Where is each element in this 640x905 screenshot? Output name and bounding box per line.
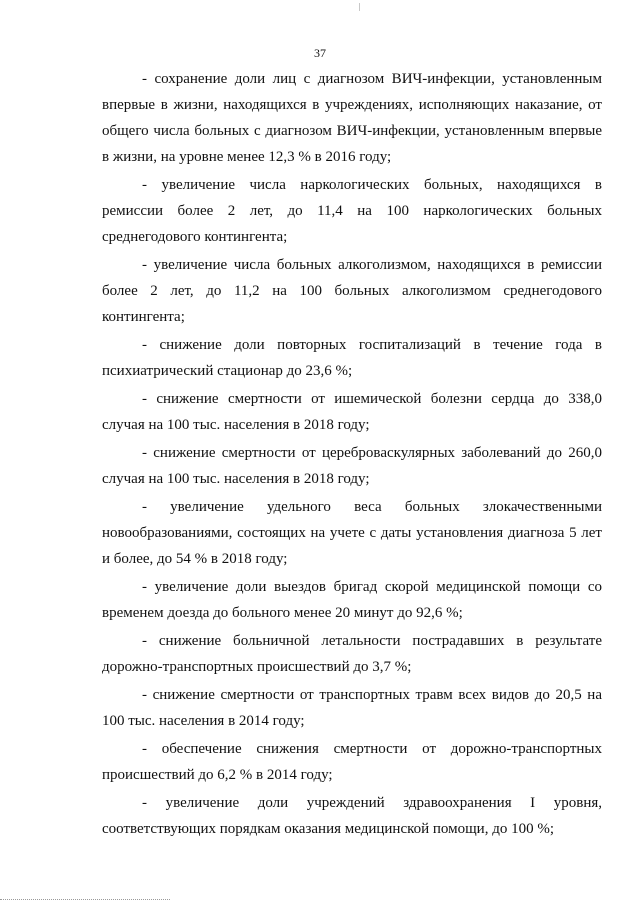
list-item-traffic-hospital-lethality: - снижение больничной летальности пострадавших в результате дорожно-транспортных происшествий до 3,7 %; (102, 633, 602, 675)
scan-artifact (359, 3, 360, 11)
list-item-narcology-remission: - увеличение числа наркологических больных, находящихся в ремиссии более 2 лет, до 11,4 на 100 наркологических больных среднегодового контингента; (102, 177, 602, 245)
list-item-oncology-survival: - увеличение удельного веса больных злокачественными новообразованиями, состоящих на учете с даты установления диагноза 5 лет и более, до 54 % в 2018 году; (102, 499, 602, 567)
list-item-traffic-mortality: - обеспечение снижения смертности от дорожно-транспортных происшествий до 6,2 % в 2014 году; (102, 741, 602, 783)
list-item-transport-injury-mortality: - снижение смертности от транспортных травм всех видов до 20,5 на 100 тыс. населения в 2014 году; (102, 687, 602, 729)
list-item-cerebrovascular-mortality: - снижение смертности от цереброваскулярных заболеваний до 260,0 случая на 100 тыс. населения в 2018 году; (102, 445, 602, 487)
list-item-psychiatric-rehospitalization: - снижение доли повторных госпитализаций в течение года в психиатрический стационар до 23,6 %; (102, 337, 602, 379)
footer-rule (0, 899, 170, 901)
page-number: 37 (314, 46, 326, 60)
list-item-ischemic-mortality: - снижение смертности от ишемической болезни сердца до 338,0 случая на 100 тыс. населения в 2018 году; (102, 391, 602, 433)
list-item-alcoholism-remission: - увеличение числа больных алкоголизмом, находящихся в ремиссии более 2 лет, до 11,2 на 100 больных алкоголизмом среднегодового контингента; (102, 257, 602, 325)
document-body (102, 66, 602, 842)
list-item-hiv-prisons: - сохранение доли лиц с диагнозом ВИЧ-инфекции, установленным впервые в жизни, находящихся в учреждениях, исполняющих наказание, от общего числа больных с диагнозом ВИЧ-инфекции, установленным впервые в жизни, на уровне менее 12,3 % в 2016 году; (102, 71, 602, 165)
list-item-ambulance-arrival: - увеличение доли выездов бригад скорой медицинской помощи со временем доезда до больного менее 20 минут до 92,6 %; (102, 579, 602, 621)
list-item-level1-facilities: - увеличение доли учреждений здравоохранения I уровня, соответствующих порядкам оказания медицинской помощи, до 100 %; (102, 795, 602, 837)
